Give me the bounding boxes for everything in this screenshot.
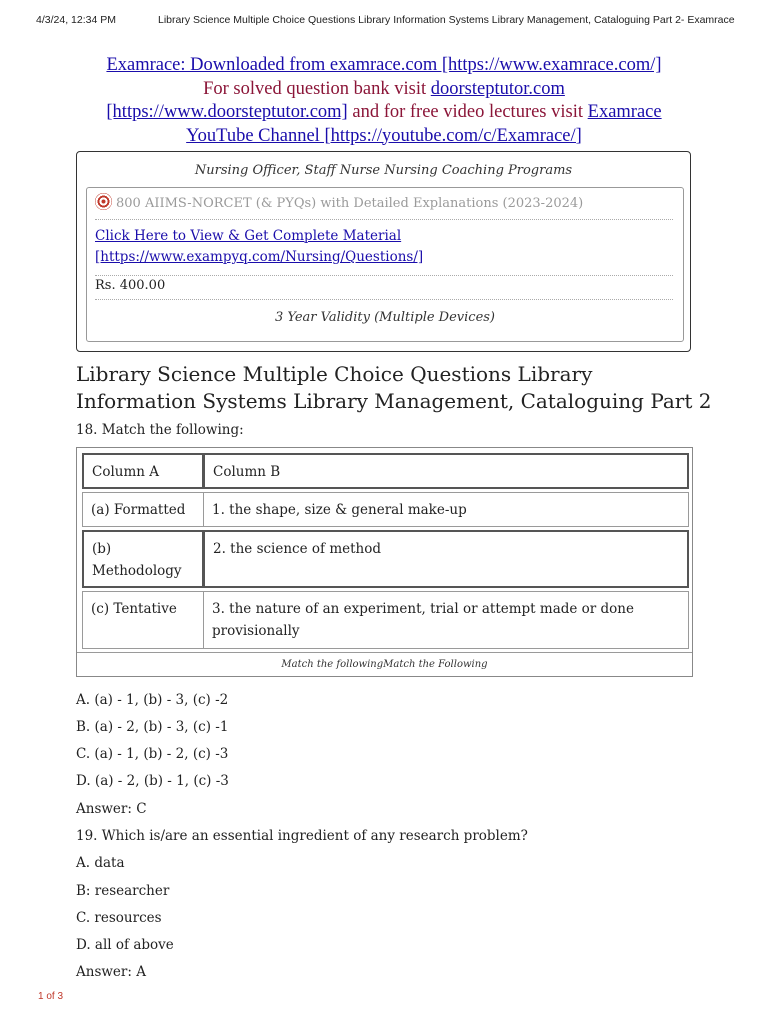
divider <box>95 275 673 276</box>
print-datetime: 4/3/24, 12:34 PM <box>36 14 116 26</box>
question-18: 18. Match the following: <box>76 422 244 438</box>
print-page-title: Library Science Multiple Choice Questions Library Information Systems Library Management, Cataloguing Part 2- Examrace <box>158 14 735 26</box>
table-cell: 1. the shape, size & general make-up <box>203 492 689 527</box>
answer-18: Answer: C <box>76 801 147 817</box>
answer-19: Answer: A <box>76 964 146 980</box>
table-caption: Match the followingMatch the Following <box>77 652 692 677</box>
ad-inner-box <box>86 187 684 342</box>
validity-note: 3 Year Validity (Multiple Devices) <box>274 310 496 325</box>
material-link[interactable] <box>95 226 423 268</box>
doorsteptutor-link[interactable]: doorsteptutor.com <box>430 78 565 99</box>
table-header-cell: Column B <box>203 453 689 489</box>
divider <box>95 299 673 300</box>
examrace-youtube-link[interactable]: YouTube Channel [https://youtube.com/c/Examrace/] <box>186 125 582 146</box>
option-a: A. data <box>76 855 125 871</box>
table-cell: 2. the science of method <box>203 530 689 588</box>
option-b: B: researcher <box>76 883 170 899</box>
divider <box>95 219 673 220</box>
print-header <box>0 14 768 30</box>
option-c: C. (a) - 1, (b) - 2, (c) -3 <box>76 746 229 762</box>
promo-text: For solved question bank visit <box>203 78 431 99</box>
option-d: D. (a) - 2, (b) - 1, (c) -3 <box>76 773 229 789</box>
page-title: Library Science Multiple Choice Questions Library Information Systems Library Management, Cataloguing Part 2 <box>76 362 712 413</box>
course-title <box>95 193 583 211</box>
table-header-cell: Column A <box>82 453 204 489</box>
option-a: A. (a) - 1, (b) - 3, (c) -2 <box>76 692 229 708</box>
table-cell: (c) Tentative <box>82 591 204 649</box>
ad-heading: Nursing Officer, Staff Nurse Nursing Coaching Programs <box>194 163 573 178</box>
option-d: D. all of above <box>76 937 174 953</box>
table-cell: 3. the nature of an experiment, trial or attempt made or done provisionally <box>203 591 689 649</box>
option-c: C. resources <box>76 910 162 926</box>
question-19: 19. Which is/are an essential ingredient of any research problem? <box>76 828 528 844</box>
course-title-text: 800 AIIMS-NORCET (& PYQs) with Detailed Explanations (2023-2024) <box>116 196 584 211</box>
doorsteptutor-url-link[interactable]: [https://www.doorsteptutor.com] <box>106 102 348 122</box>
promo-banner <box>76 54 692 148</box>
examrace-youtube-link-part1[interactable]: Examrace <box>587 102 662 122</box>
table-cell: (a) Formatted <box>82 492 204 527</box>
price: Rs. 400.00 <box>95 278 166 293</box>
match-table <box>76 447 693 677</box>
material-link-line2[interactable]: [https://www.exampyq.com/Nursing/Questions/] <box>95 249 424 265</box>
coaching-ad-box <box>76 151 691 352</box>
material-link-line1[interactable]: Click Here to View & Get Complete Material <box>95 228 402 244</box>
promo-text-mid: and for free video lectures visit <box>347 102 588 122</box>
examrace-link[interactable]: Examrace: Downloaded from examrace.com [https://www.examrace.com/] <box>106 55 662 75</box>
option-b: B. (a) - 2, (b) - 3, (c) -1 <box>76 719 229 735</box>
table-cell: (b) Methodology <box>82 530 204 588</box>
target-icon <box>95 193 112 210</box>
page-number: 1 of 3 <box>38 991 64 1002</box>
